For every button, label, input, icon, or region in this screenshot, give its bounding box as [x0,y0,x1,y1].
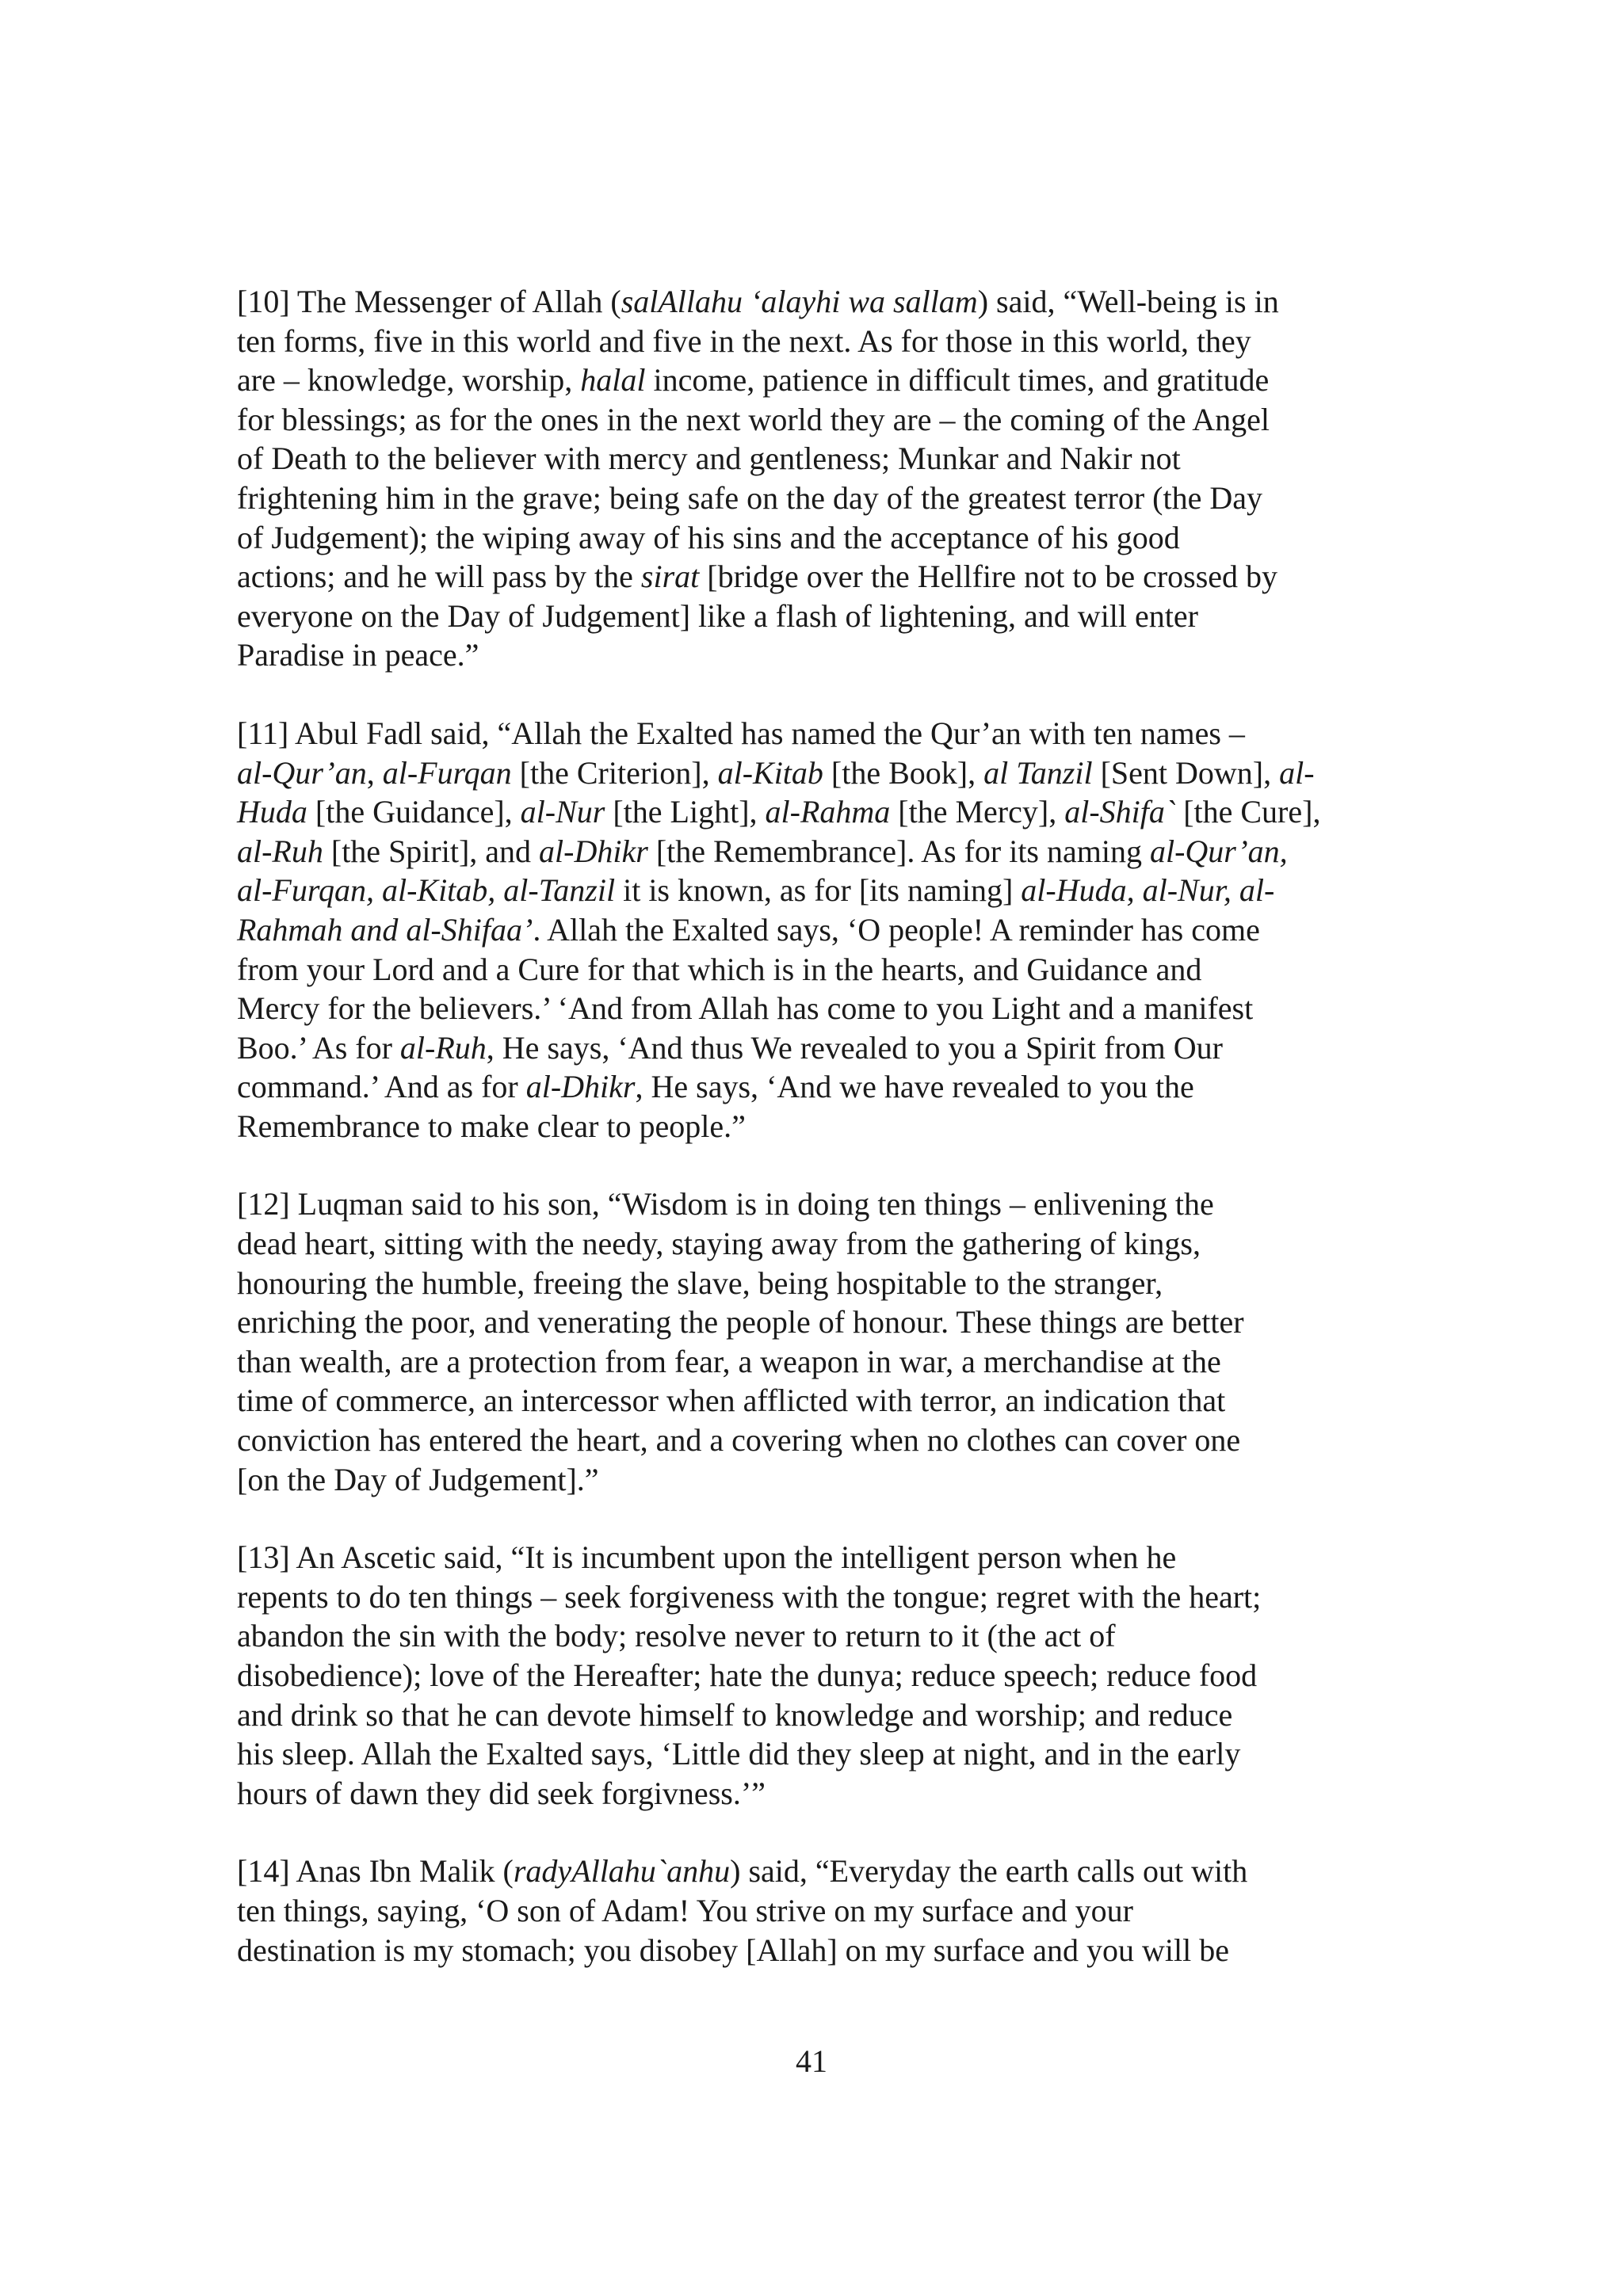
text-line [237,792,1394,832]
text-line [237,1421,1394,1460]
text-line [237,1107,1394,1146]
text-line [237,1264,1394,1303]
text-line [237,439,1394,479]
text-line [237,1577,1394,1617]
text-run: [Sent Down], [1092,754,1280,791]
text-run: of Death to the believer with mercy and gentleness; Munkar and Nakir not [237,441,1181,477]
text-run: [the Book], [823,754,984,791]
text-run: honouring the humble, freeing the slave, being hospitable to the stranger, [237,1264,1163,1301]
text-line [237,832,1394,871]
body-text [237,282,1394,2008]
text-line [237,753,1394,793]
text-line [237,1538,1394,1577]
italic-text: al Tanzil [983,754,1093,791]
italic-text: halal [580,362,646,399]
text-run: ten things, saying, ‘O son of Adam! You strive on my surface and your [237,1892,1133,1928]
italic-text: salAllahu ‘alayhi wa sallam [621,284,978,319]
text-run: repents to do ten things – seek forgiveness with the tongue; regret with the heart; [237,1578,1262,1615]
text-run: time of commerce, an intercessor when afflicted with terror, an indication that [237,1383,1226,1419]
text-line [237,1931,1394,1970]
italic-text: al-Qur’an [237,754,367,791]
text-run: actions; and he will pass by the [237,559,641,595]
text-run: are – knowledge, worship, [237,362,581,399]
text-line [237,1852,1394,1891]
text-line [237,1734,1394,1774]
italic-text: al-Dhikr [525,1069,636,1105]
text-line [237,322,1394,361]
text-run: [on the Day of Judgement].” [237,1461,599,1497]
text-line [237,1656,1394,1695]
text-line [237,1302,1394,1342]
italic-text: Rahmah and al-Shifaa’ [237,911,533,948]
text-run: [14] Anas Ibn Malik ( [237,1853,514,1890]
italic-text: al-Ruh [399,1029,487,1066]
text-run: [the Light], [605,794,766,830]
italic-text: al-Nur [520,794,605,830]
page-number: 41 [796,2043,827,2079]
paragraph [237,1852,1394,1970]
text-run: . Allah the Exalted says, ‘O people! A reminder has come [533,911,1260,948]
text-line [237,1028,1394,1068]
text-run: Mercy for the believers.’ ‘And from Allah has come to you Light and a manifest [237,990,1254,1027]
text-line [237,871,1394,910]
text-run: Remembrance to make clear to people.” [237,1108,746,1144]
text-line [237,1616,1394,1656]
text-line [237,1460,1394,1500]
italic-text: al-Dhikr [539,833,648,869]
text-run: [the Criterion], [511,754,718,791]
text-line [237,479,1394,518]
text-run: conviction has entered the heart, and a covering when no clothes can cover one [237,1422,1241,1459]
text-run: everyone on the Day of Judgement] like a flash of lightening, and will enter [237,597,1198,634]
text-run: ) said, “Everyday the earth calls out with [730,1853,1248,1890]
text-line [237,1381,1394,1421]
text-line [237,518,1394,558]
text-line [237,1342,1394,1382]
text-run: ) said, “Well-being is in [977,284,1279,319]
text-run: than wealth, are a protection from fear, a weapon in war, a merchandise at the [237,1343,1221,1379]
paragraph [237,282,1394,675]
text-run: [11] Abul Fadl said, “Allah the Exalted has named the Qur’an with ten names – [237,715,1245,751]
text-line [237,1224,1394,1264]
text-run: [the Cure], [1175,794,1321,830]
text-run: frightening him in the grave; being safe on the day of the greatest terror (the Day [237,479,1262,516]
text-line [237,1184,1394,1224]
text-run: , He says, ‘And thus We revealed to you a Spirit from Our [486,1029,1223,1066]
text-run: it is known, as for [its naming] [615,872,1022,909]
italic-text: radyAllahu`anhu [513,1853,731,1890]
text-run: [the Guidance], [307,794,521,830]
text-run: destination is my stomach; you disobey [Allah] on my surface and you will be [237,1932,1229,1968]
text-run: hours of dawn they did seek forgivness.’” [237,1775,766,1811]
text-run: [the Mercy], [890,794,1065,830]
italic-text: al-Rahma [765,794,891,830]
text-run: Paradise in peace.” [237,637,479,673]
text-line [237,1695,1394,1735]
text-line [237,989,1394,1028]
text-run: of Judgement); the wiping away of his sins and the acceptance of his good [237,519,1180,555]
paragraph [237,714,1394,1146]
text-line [237,635,1394,675]
italic-text: al-Furqan, al-Kitab, al-Tanzil [237,872,616,909]
text-line [237,360,1394,400]
text-run: [the Remembrance]. As for its naming [647,833,1150,869]
text-run: command.’ And as for [237,1069,526,1105]
text-run: dead heart, sitting with the needy, staying away from the gathering of kings, [237,1226,1201,1262]
italic-text: Huda [237,794,307,830]
text-line [237,557,1394,597]
text-line [237,1891,1394,1931]
text-run: disobedience); love of the Hereafter; hate the dunya; reduce speech; reduce food [237,1657,1258,1693]
text-run: Boo.’ As for [237,1029,400,1066]
text-run: [13] An Ascetic said, “It is incumbent upon the intelligent person when he [237,1539,1177,1576]
text-run: ten forms, five in this world and five in the next. As for those in this world, they [237,322,1251,359]
text-line [237,282,1394,322]
text-run: and drink so that he can devote himself to knowledge and worship; and reduce [237,1696,1233,1733]
italic-text: al-Kitab [717,754,823,791]
italic-text: sirat [640,559,700,595]
text-run: enriching the poor, and venerating the people of honour. These things are better [237,1304,1244,1341]
text-line [237,400,1394,440]
text-line [237,597,1394,636]
text-line [237,1774,1394,1814]
italic-text: al-Furqan [382,754,512,791]
text-run: [12] Luqman said to his son, “Wisdom is in doing ten things – enlivening the [237,1186,1214,1222]
paragraph [237,1538,1394,1813]
italic-text: al-Ruh [237,833,323,869]
text-line [237,714,1394,753]
text-run: [10] The Messenger of Allah ( [237,284,621,319]
text-run: [the Spirit], and [323,833,540,869]
text-run: abandon the sin with the body; resolve never to return to it (the act of [237,1618,1116,1654]
text-run: [bridge over the Hellfire not to be crossed by [699,559,1278,595]
text-run: from your Lord and a Cure for that which is in the hearts, and Guidance and [237,951,1202,987]
paragraph [237,1184,1394,1499]
text-run: for blessings; as for the ones in the next world they are – the coming of the Angel [237,401,1270,437]
text-run: his sleep. Allah the Exalted says, ‘Little did they sleep at night, and in the early [237,1736,1241,1772]
text-line [237,910,1394,950]
text-run: income, patience in difficult times, and gratitude [645,362,1270,399]
text-line [237,950,1394,990]
italic-text: al- [1279,754,1315,791]
text-run: , He says, ‘And we have revealed to you the [635,1069,1194,1105]
text-run: , [366,754,383,791]
italic-text: al-Huda, al-Nur, al- [1021,872,1275,909]
italic-text: al-Qur’an, [1149,833,1288,869]
text-line [237,1067,1394,1107]
italic-text: al-Shifa` [1064,794,1176,830]
